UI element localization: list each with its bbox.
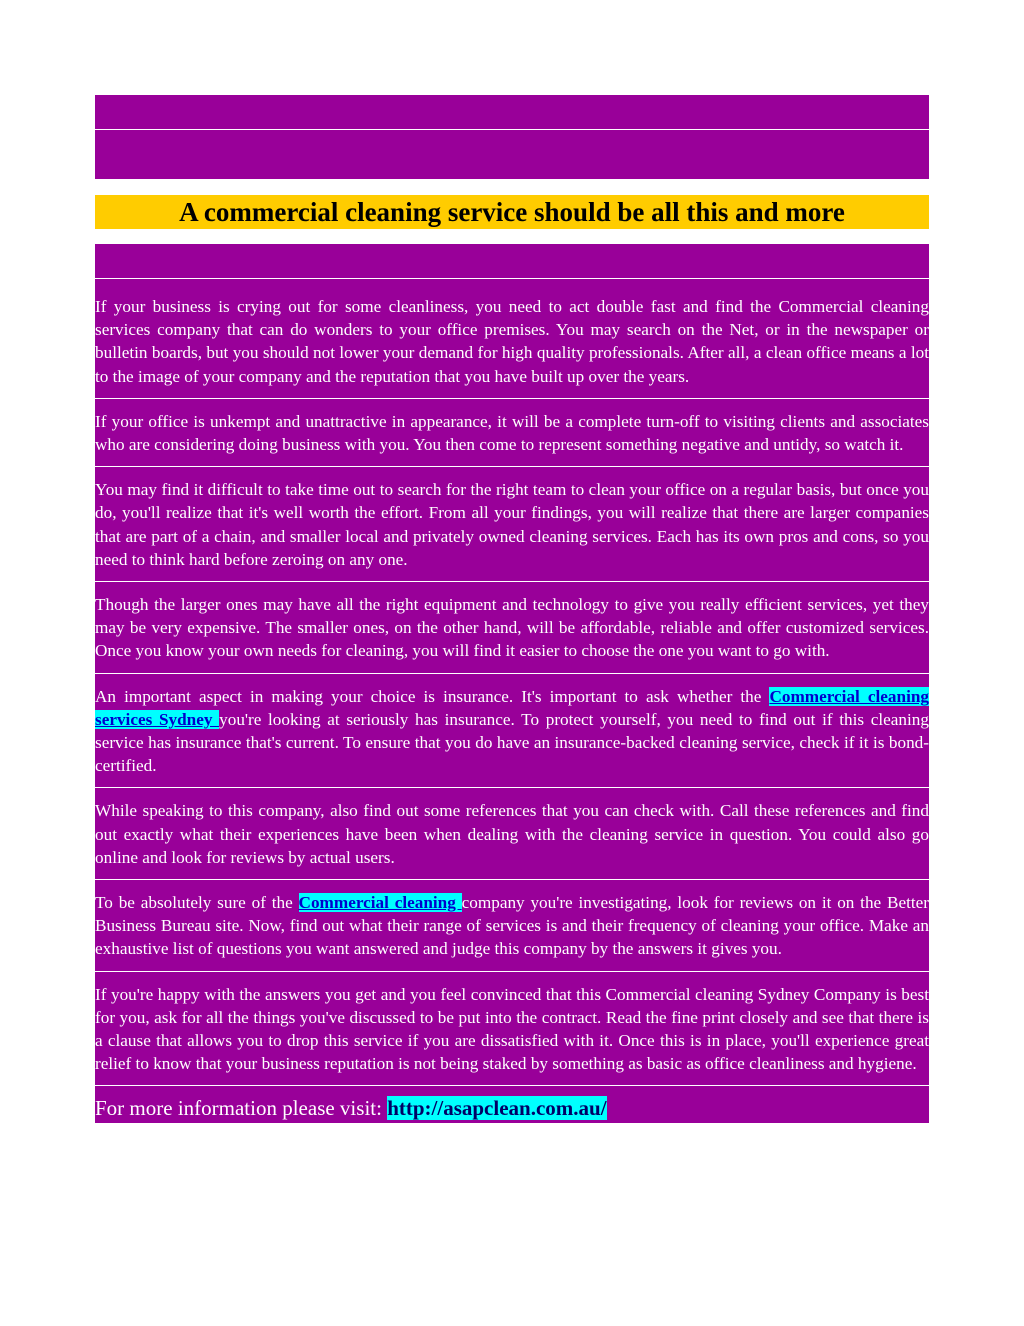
- paragraph-6: While speaking to this company, also find out some references that you can check with. Call these references and find out exactly what their experiences have been when dealing with the cleaning service in question. You could also go online and look for reviews by actual users.: [95, 788, 929, 879]
- paragraph-5-text-b: you're looking at seriously has insurance. To protect yourself, you need to find out if this cleaning service has insurance that's current. To ensure that you do have an insurance-backed cleaning service, check if it is bond-certified.: [95, 709, 929, 776]
- paragraph-5-text-a: An important aspect in making your choice is insurance. It's important to ask whether the: [95, 686, 770, 706]
- spacer-band: [95, 244, 929, 278]
- paragraph-7: [95, 880, 929, 971]
- paragraph-8: If you're happy with the answers you get and you feel convinced that this Commercial cleaning Sydney Company is best for you, ask for all the things you've discussed to be put into the contract. Read the fine print closely and see that there is a clause that allows you to drop this service if you are dissatisfied with it. Once this is in place, you'll experience great relief to know that your business reputation is not being staked by something as basic as office cleanliness and hygiene.: [95, 972, 929, 1086]
- commercial-cleaning-link[interactable]: Commercial cleaning: [298, 893, 462, 913]
- paragraph-2: If your office is unkempt and unattractive in appearance, it will be a complete turn-off to visiting clients and associates who are considering doing business with you. You then come to represent something negative and untidy, so watch it.: [95, 399, 929, 466]
- paragraph-7-text-b: company you're investigating, look for reviews on it on the Better Business Bureau site. Now, find out what their range of services is and their frequency of cleaning your office. Make an exhaustive list of questions you want answered and judge this company by the answers it gives you.: [95, 893, 929, 959]
- footer-info: [95, 1086, 929, 1123]
- paragraph-5: [95, 674, 929, 788]
- paragraph-7-text-a: To be absolutely sure of the: [95, 893, 299, 913]
- footer-text: For more information please visit:: [95, 1096, 388, 1121]
- page-title: A commercial cleaning service should be all this and more: [95, 195, 929, 229]
- commercial-cleaning-sydney-link[interactable]: Commercial cleaning services Sydney: [95, 686, 929, 729]
- paragraph-4: Though the larger ones may have all the right equipment and technology to give you really efficient services, yet they may be very expensive. The smaller ones, on the other hand, will be affordable, reliable and offer customized services. Once you know your own needs for cleaning, you will find it easier to choose the one you want to go with.: [95, 582, 929, 673]
- paragraph-1: If your business is crying out for some cleanliness, you need to act double fast and find the Commercial cleaning services company that can do wonders to your office premises. You may search on the Net, or in the newspaper or bulletin boards, but you should not lower your demand for high quality professionals. After all, a clean office means a lot to the image of your company and the reputation that you have built up over the years.: [95, 279, 929, 398]
- header-band-1: [95, 95, 929, 129]
- paragraph-3: You may find it difficult to take time out to search for the right team to clean your office on a regular basis, but once you do, you'll realize that it's well worth the effort. From all your findings, you will realize that there are larger companies that are part of a chain, and smaller local and privately owned cleaning services. Each has its own pros and cons, so you need to think hard before zeroing on any one.: [95, 467, 929, 581]
- header-band-2: [95, 130, 929, 179]
- article-body: [95, 279, 929, 1123]
- website-link[interactable]: http://asapclean.com.au/: [387, 1096, 607, 1121]
